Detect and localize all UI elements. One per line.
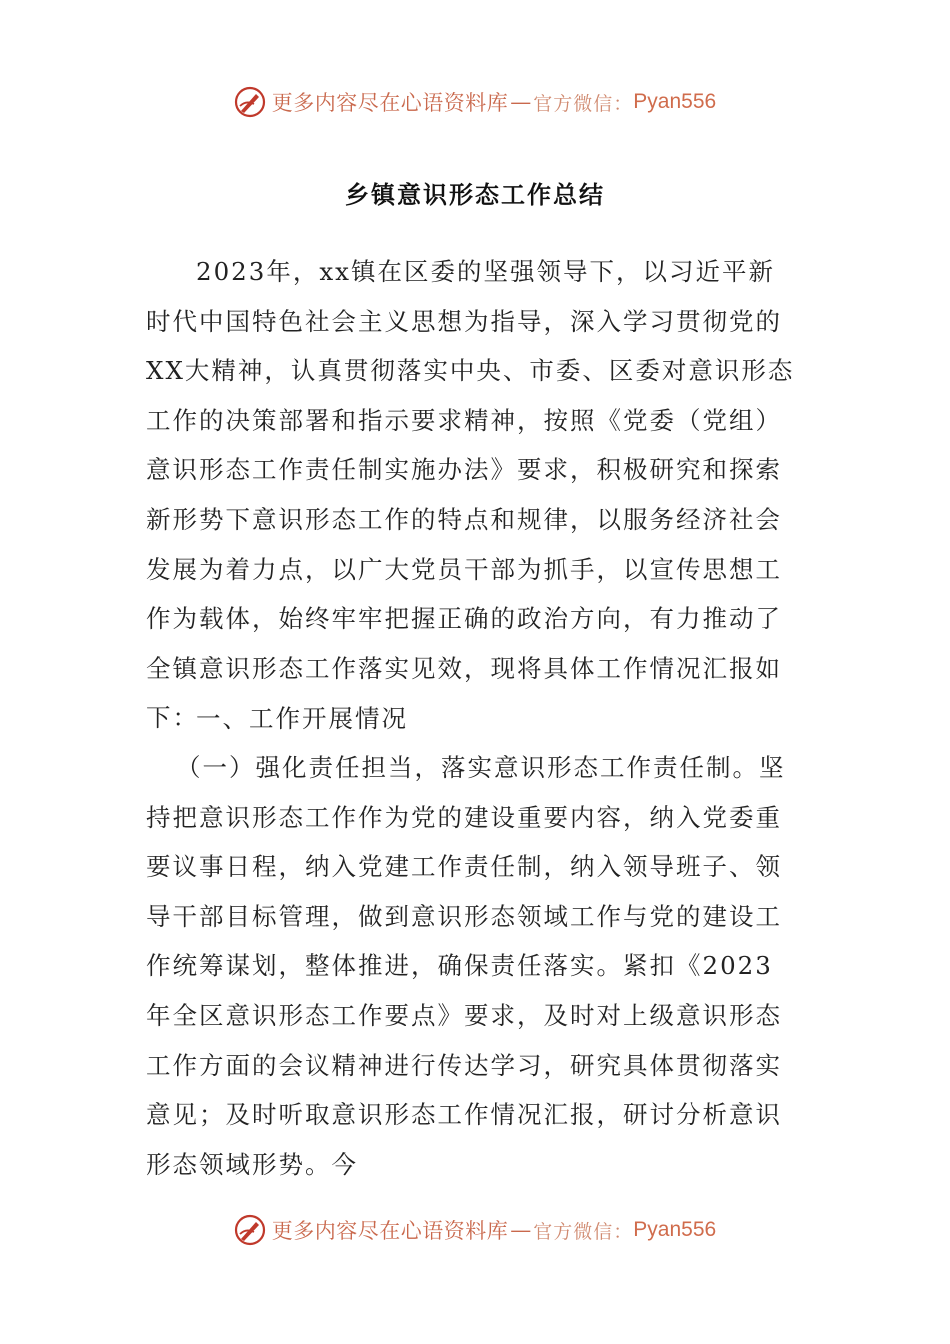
header-watermark (0, 80, 950, 124)
watermark-wechat-label: 官方微信： (533, 92, 634, 115)
watermark-brand: 更多内容尽在心语资料库 (271, 1219, 509, 1243)
watermark-wechat-label: 官方微信： (533, 1220, 634, 1243)
document-title: 乡镇意识形态工作总结 (345, 181, 605, 209)
watermark-separator: — (510, 1218, 532, 1242)
watermark-separator: — (510, 90, 532, 114)
intro-paragraph: 2023年，xx镇在区委的坚强领导下，以习近平新时代中国特色社会主义思想为指导，深入学习贯彻党的XX大精神，认真贯彻落实中央、市委、区委对意识形态工作的决策部署和指示要求精神，按照《党委（党组）意识形态工作责任制实施办法》要求，积极研究和探索新形势下意识形态工作的特点和规律，以服务经济社会发展为着力点，以广大党员干部为抓手，以宣传思想工作为载体，始终牢牢把握正确的政治方向，有力推动了全镇意识形态工作落实见效，现将具体工作情况汇报如下： (146, 257, 795, 733)
subsection-paragraph: （一）强化责任担当，落实意识形态工作责任制。坚持把意识形态工作作为党的建设重要内容，纳入党委重要议事日程，纳入党建工作责任制，纳入领导班子、领导干部目标管理，做到意识形态领域工作与党的建设工作统筹谋划，整体推进，确保责任落实。紧扣《2023年全区意识形态工作要点》要求，及时对上级意识形态工作方面的会议精神进行传达学习，研究具体贯彻落实意见；及时听取意识形态工作情况汇报，研讨分析意识形态领域形势。今 (146, 753, 786, 1179)
watermark-wechat-id: Pyan556 (633, 1218, 717, 1241)
pen-logo-icon (234, 1214, 266, 1246)
watermark-wechat-id: Pyan556 (633, 90, 717, 113)
pen-logo-icon (234, 86, 266, 118)
watermark-brand: 更多内容尽在心语资料库 (271, 91, 509, 115)
footer-watermark (0, 1208, 950, 1252)
section-heading: 一、工作开展情况 (196, 704, 408, 733)
